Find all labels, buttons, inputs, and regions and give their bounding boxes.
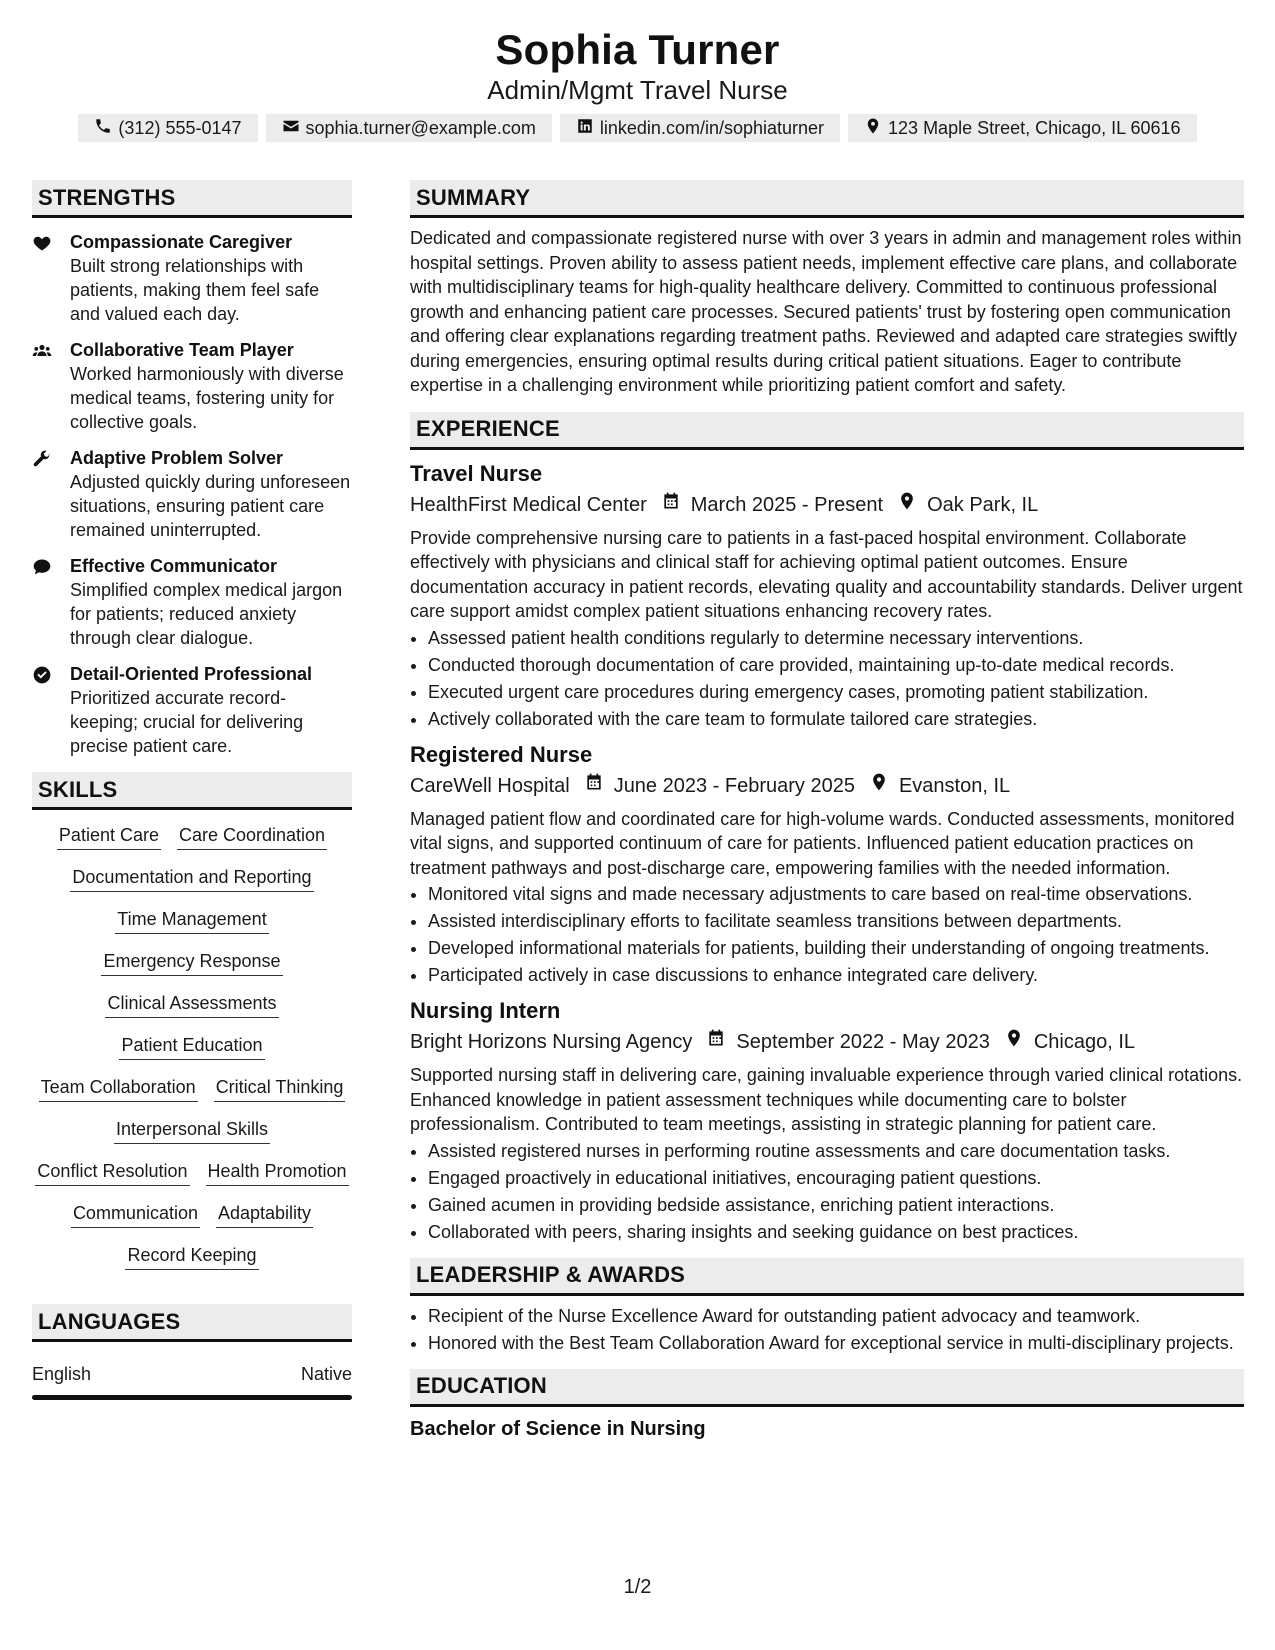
strength-desc: Built strong relationships with patients, making them feel safe and valued each day. [70, 256, 320, 324]
skill-tag: Time Management [115, 908, 268, 934]
skill-tag: Conflict Resolution [35, 1160, 189, 1186]
job-bullet: • Gained acumen in providing bedside assistance, enriching patient interactions. [428, 1193, 1244, 1217]
job-title: Travel Nurse [410, 460, 543, 486]
job-bullet: • Participated actively in case discussions to enhance integrated care delivery. [428, 963, 1244, 987]
job-bullet: • Assisted registered nurses in performing routine assessments and care documentation tasks. [428, 1139, 1244, 1163]
job-location: Oak Park, IL [927, 493, 1039, 516]
job-bullets [410, 882, 1244, 987]
skills-heading: SKILLS [32, 772, 352, 810]
skill-tag: Critical Thinking [214, 1076, 346, 1102]
resume-header [0, 24, 1275, 106]
skill-tag: Care Coordination [177, 824, 327, 850]
strength-desc: Prioritized accurate record-keeping; crucial for delivering precise patient care. [70, 688, 304, 756]
map-pin-icon [990, 1027, 1034, 1057]
job-entry [410, 460, 1244, 731]
job-title: Registered Nurse [410, 741, 593, 767]
language-item [32, 1362, 352, 1386]
award-item: • Honored with the Best Team Collaboration Award for exceptional service in multi-disciplinary projects. [428, 1331, 1244, 1355]
strengths-heading: STRENGTHS [32, 180, 352, 218]
skill-tag: Team Collaboration [39, 1076, 198, 1102]
skill-tag: Adaptability [216, 1202, 313, 1228]
chat-bubble-icon [32, 554, 70, 650]
wrench-icon [32, 446, 70, 542]
skill-tag: Emergency Response [101, 950, 282, 976]
strength-item [32, 662, 352, 758]
job-bullet: • Developed informational materials for patients, building their understanding of ongoing treatments. [428, 936, 1244, 960]
job-bullet: • Assisted interdisciplinary efforts to facilitate seamless transitions between departments. [428, 909, 1244, 933]
contact-phone-text: (312) 555-0147 [118, 117, 242, 138]
phone-icon [94, 117, 112, 140]
strength-desc: Simplified complex medical jargon for patients; reduced anxiety through clear dialogue. [70, 580, 343, 648]
check-circle-icon [32, 662, 70, 758]
job-dates: June 2023 - February 2025 [613, 774, 855, 797]
strengths-list [32, 230, 352, 758]
job-company: HealthFirst Medical Center [410, 493, 647, 516]
summary-text: Dedicated and compassionate registered nurse with over 3 years in admin and management roles within hospital settings. Proven ability to assess patient needs, implement effective care plans, and collaborate with multidisciplinary teams for high-quality healthcare delivery. Committed to continuous professional growth and enhancing patient care processes. Secured patients' trust by fostering open communication and offering clear explanations regarding treatment paths. Reviewed and adapted care strategies swiftly during emergencies, ensuring optimal results during critical patient situations. Eager to contribute expertise in a challenging environment while prioritizing patient comfort and safety. [410, 228, 1242, 395]
skill-tag: Record Keeping [125, 1244, 258, 1270]
job-bullet: • Assessed patient health conditions regularly to determine necessary interventions. [428, 626, 1244, 650]
calendar-icon [692, 1027, 736, 1057]
job-bullet: • Collaborated with peers, sharing insights and seeking guidance on best practices. [428, 1220, 1244, 1244]
skill-tag: Clinical Assessments [105, 992, 278, 1018]
left-column [32, 180, 352, 1400]
job-description: Managed patient flow and coordinated care for high-volume wards. Conducted assessments, monitored vital signs, and supported continuum of care for patients. Influenced patient education practices on treatment pathways and post-discharge care, empowering families with the needed information. [410, 808, 1235, 878]
envelope-icon [282, 117, 300, 140]
job-meta [410, 771, 1244, 801]
contact-linkedin[interactable] [560, 114, 840, 142]
contact-address-text: 123 Maple Street, Chicago, IL 60616 [888, 117, 1181, 138]
job-meta [410, 490, 1244, 520]
linkedin-icon [576, 117, 594, 140]
contact-linkedin-text: linkedin.com/in/sophiaturner [599, 117, 825, 138]
users-icon [32, 338, 70, 434]
job-bullet: • Executed urgent care procedures during emergency cases, promoting patient stabilization. [428, 680, 1244, 704]
skill-tag: Patient Care [57, 824, 161, 850]
strength-item [32, 338, 352, 434]
skills-list [32, 824, 352, 1270]
job-bullet: • Monitored vital signs and made necessary adjustments to care based on real-time observations. [428, 882, 1244, 906]
job-company: Bright Horizons Nursing Agency [410, 1031, 693, 1053]
skill-tag: Documentation and Reporting [70, 866, 313, 892]
page-number: 1/2 [623, 1576, 652, 1598]
skill-tag: Communication [71, 1202, 200, 1228]
strength-title: Effective Communicator [70, 556, 278, 576]
strength-item [32, 446, 352, 542]
job-dates: March 2025 - Present [690, 493, 884, 516]
awards-list [410, 1304, 1244, 1355]
language-name: English [32, 1364, 92, 1384]
education-degree: Bachelor of Science in Nursing [410, 1417, 706, 1440]
award-item: • Recipient of the Nurse Excellence Award for outstanding patient advocacy and teamwork. [428, 1304, 1244, 1328]
strength-desc: Adjusted quickly during unforeseen situations, ensuring patient care remained uninterrupted. [70, 472, 351, 540]
job-dates: September 2022 - May 2023 [736, 1031, 990, 1053]
job-bullet: • Engaged proactively in educational initiatives, encouraging patient questions. [428, 1166, 1244, 1190]
contact-address [848, 114, 1197, 142]
strength-title: Compassionate Caregiver [70, 232, 293, 252]
job-title: Nursing Intern [410, 998, 561, 1023]
strength-title: Collaborative Team Player [70, 340, 294, 360]
education-heading: EDUCATION [410, 1369, 1244, 1407]
languages-heading: LANGUAGES [32, 1304, 352, 1342]
job-location: Chicago, IL [1033, 1031, 1136, 1053]
candidate-name: Sophia Turner [495, 26, 780, 73]
contact-email[interactable] [266, 114, 552, 142]
job-description: Provide comprehensive nursing care to patients in a fast-paced hospital environment. Collaborate effectively with physicians and clinical staff for achieving optimal patient outcomes. Ensure documentation accuracy in patient records, elevating quality and accountability standards. Deliver urgent care support amidst complex patient situations enhancing recovery rates. [410, 527, 1243, 621]
skill-tag: Patient Education [119, 1034, 264, 1060]
skill-tag: Interpersonal Skills [114, 1118, 270, 1144]
job-entry [410, 997, 1244, 1244]
strength-title: Detail-Oriented Professional [70, 664, 313, 684]
strength-item [32, 554, 352, 650]
map-pin-icon [864, 117, 882, 140]
job-meta [410, 1027, 1244, 1057]
strength-item [32, 230, 352, 326]
heart-icon [32, 230, 70, 326]
job-entry [410, 741, 1244, 988]
strength-desc: Worked harmoniously with diverse medical teams, fostering unity for collective goals. [70, 364, 344, 432]
map-pin-icon [855, 771, 899, 801]
contact-bar [0, 114, 1275, 142]
language-level: Native [300, 1364, 352, 1384]
job-company: CareWell Hospital [410, 774, 570, 797]
candidate-role: Admin/Mgmt Travel Nurse [487, 75, 788, 105]
job-location: Evanston, IL [898, 774, 1011, 797]
language-proficiency-bar [32, 1395, 352, 1400]
map-pin-icon [883, 490, 927, 520]
experience-heading: EXPERIENCE [410, 412, 1244, 450]
contact-phone[interactable] [78, 114, 257, 142]
job-bullet: • Actively collaborated with the care team to formulate tailored care strategies. [428, 707, 1244, 731]
summary-heading: SUMMARY [410, 180, 1244, 218]
job-bullet: • Conducted thorough documentation of care provided, maintaining up-to-date medical records. [428, 653, 1244, 677]
job-bullets [410, 626, 1244, 731]
right-column [410, 180, 1244, 1443]
strength-title: Adaptive Problem Solver [70, 448, 284, 468]
calendar-icon [570, 771, 614, 801]
job-bullets [410, 1139, 1244, 1244]
contact-email-text: sophia.turner@example.com [305, 117, 536, 138]
calendar-icon [647, 490, 691, 520]
job-description: Supported nursing staff in delivering care, gaining invaluable experience through varied clinical rotations. Enhanced knowledge in patient assessment techniques while documenting care to bolster professionalism. Contributed to team meetings, assisting in strategic planning for patient care. [410, 1065, 1243, 1134]
skill-tag: Health Promotion [206, 1160, 349, 1186]
awards-heading: LEADERSHIP & AWARDS [410, 1258, 1244, 1296]
